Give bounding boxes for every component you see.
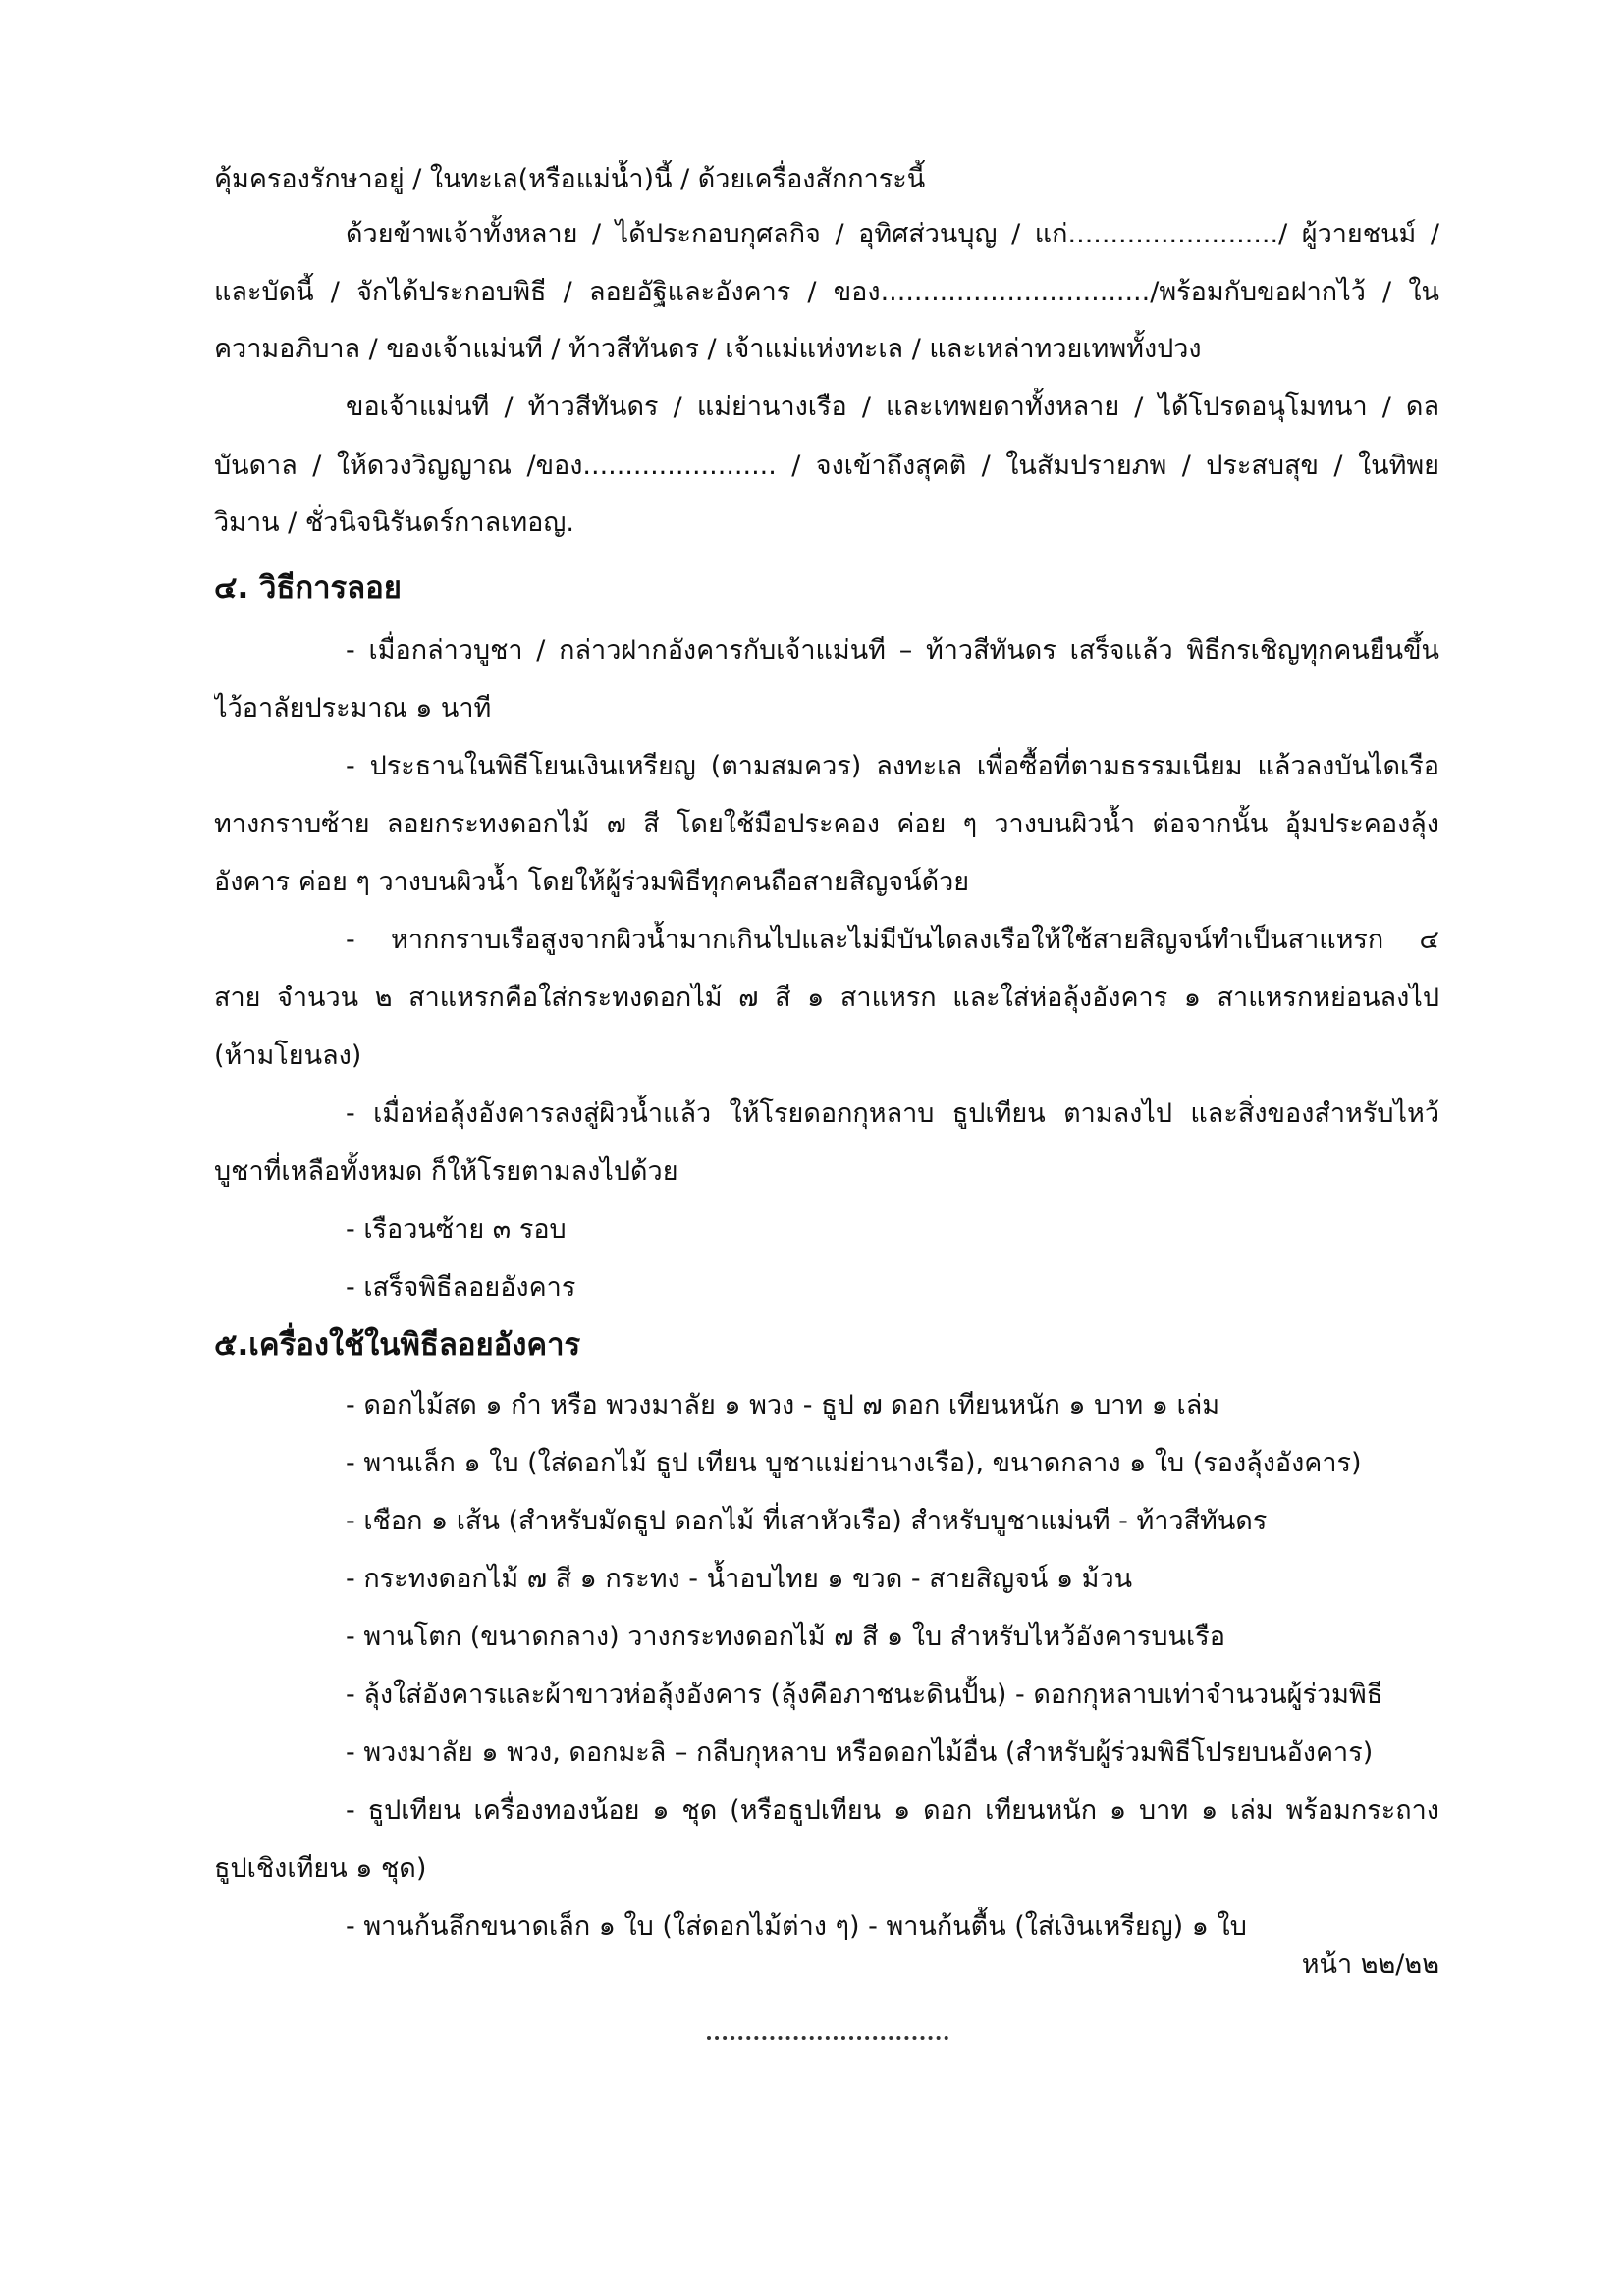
procedure-item-line: - เมื่อห่อลุ้งอังคารลงสู่ผิวน้ำแล้ว ให้โรยดอกกุหลาบ ธูปเทียน ตามลงไป และสิ่งของสำหรับไหว้ <box>346 1098 1439 1129</box>
end-of-document-divider <box>707 2014 948 2040</box>
section-heading-float-method: ๔. วิธีการลอย <box>214 570 402 606</box>
procedure-item-line: ไว้อาลัยประมาณ ๑ นาที <box>214 693 492 723</box>
supply-item-line: ธูปเชิงเทียน ๑ ชุด) <box>214 1853 427 1884</box>
supply-item: - ลุ้งใส่อังคารและผ้าขาวห่อลุ้งอังคาร (ลุ้งคือภาชนะดินปั้น) - ดอกกุหลาบเท่าจำนวนผู้ร่วมพิธี <box>346 1680 1383 1710</box>
procedure-item-line: ทางกราบซ้าย ลอยกระทงดอกไม้ ๗ สี โดยใช้มือประคอง ค่อย ๆ วางบนผิวน้ำ ต่อจากนั้น อุ้มประคองลุ้ง <box>214 809 1439 839</box>
procedure-item: - เสร็จพิธีลอยอังคาร <box>346 1272 576 1303</box>
invocation-paragraph-line: ความอภิบาล / ของเจ้าแม่นที / ท้าวสีทันดร / เจ้าแม่แห่งทะเล / และเหล่าทวยเทพทั้งปวง <box>214 334 1202 364</box>
procedure-item-line: (ห้ามโยนลง) <box>214 1041 362 1071</box>
procedure-item-line: - ประธานในพิธีโยนเงินเหรียญ (ตามสมควร) ลงทะเล เพื่อซื้อที่ตามธรรมเนียม แล้วลงบันไดเรือ <box>346 751 1439 781</box>
supply-item: - พานโตก (ขนาดกลาง) วางกระทงดอกไม้ ๗ สี ๑ ใบ สำหรับไหว้อังคารบนเรือ <box>346 1622 1225 1652</box>
supply-item: - เชือก ๑ เส้น (สำหรับมัดธูป ดอกไม้ ที่เสาหัวเรือ) สำหรับบูชาแม่นที - ท้าวสีทันดร <box>346 1506 1268 1536</box>
page-number: หน้า ๒๒/๒๒ <box>1301 1949 1439 1980</box>
procedure-item-line: - หากกราบเรือสูงจากผิวน้ำมากเกินไปและไม่มีบันไดลงเรือให้ใช้สายสิญจน์ทำเป็นสาแหรก ๔ <box>346 925 1439 955</box>
procedure-item-line: - เมื่อกล่าวบูชา / กล่าวฝากอังคารกับเจ้าแม่นที – ท้าวสีทันดร เสร็จแล้ว พิธีกรเชิญทุกคนยืนขึ้น <box>346 635 1439 666</box>
invocation-paragraph-line: ขอเจ้าแม่นที / ท้าวสีทันดร / แม่ย่านางเรือ / และเทพยดาทั้งหลาย / ได้โปรดอนุโมทนา / ดล <box>346 392 1439 422</box>
supply-item: - พานเล็ก ๑ ใบ (ใส่ดอกไม้ ธูป เทียน บูชาแม่ย่านางเรือ), ขนาดกลาง ๑ ใบ (รองลุ้งอังคาร) <box>346 1448 1362 1478</box>
supply-item: - กระทงดอกไม้ ๗ สี ๑ กระทง - น้ำอบไทย ๑ ขวด - สายสิญจน์ ๑ ม้วน <box>346 1564 1133 1594</box>
invocation-line: คุ้มครองรักษาอยู่ / ในทะเล(หรือแม่น้ำ)นี้ / ด้วยเครื่องสักการะนี้ <box>214 164 926 194</box>
invocation-paragraph-line: วิมาน / ชั่วนิจนิรันดร์กาลเทอญ. <box>214 507 574 538</box>
section-heading-ceremony-items: ๕.เครื่องใช้ในพิธีลอยอังคาร <box>214 1327 581 1362</box>
invocation-paragraph-line: บันดาล / ให้ดวงวิญญาณ /ของ....................... / จงเข้าถึงสุคติ / ในสัมปรายภพ / ประสบสุข / ในทิพย <box>214 451 1439 481</box>
supply-item: - ดอกไม้สด ๑ กำ หรือ พวงมาลัย ๑ พวง - ธูป ๗ ดอก เทียนหนัก ๑ บาท ๑ เล่ม <box>346 1390 1220 1420</box>
procedure-item-line: บูชาที่เหลือทั้งหมด ก็ให้โรยตามลงไปด้วย <box>214 1156 678 1187</box>
invocation-paragraph-line: และบัดนี้ / จักได้ประกอบพิธี / ลอยอัฐิและอังคาร / ของ................................/พร้อมกับขอฝากไว้ / ใน <box>214 277 1439 307</box>
procedure-item: - เรือวนซ้าย ๓ รอบ <box>346 1214 567 1245</box>
invocation-paragraph-line: ด้วยข้าพเจ้าทั้งหลาย / ได้ประกอบกุศลกิจ / อุทิศส่วนบุญ / แก่........................./ ผู้วายชนม์ / <box>346 219 1439 249</box>
supply-item: - พวงมาลัย ๑ พวง, ดอกมะลิ – กลีบกุหลาบ หรือดอกไม้อื่น (สำหรับผู้ร่วมพิธีโปรยบนอังคาร) <box>346 1737 1374 1768</box>
supply-item: - พานก้นลึกขนาดเล็ก ๑ ใบ (ใส่ดอกไม้ต่าง ๆ) - พานก้นตื้น (ใส่เงินเหรียญ) ๑ ใบ <box>346 1911 1247 1942</box>
procedure-item-line: อังคาร ค่อย ๆ วางบนผิวน้ำ โดยให้ผู้ร่วมพิธีทุกคนถือสายสิญจน์ด้วย <box>214 867 970 897</box>
procedure-item-line: สาย จำนวน ๒ สาแหรกคือใส่กระทงดอกไม้ ๗ สี ๑ สาแหรก และใส่ห่อลุ้งอังคาร ๑ สาแหรกหย่อนลงไป <box>214 983 1439 1013</box>
supply-item-line: - ธูปเทียน เครื่องทองน้อย ๑ ชุด (หรือธูปเทียน ๑ ดอก เทียนหนัก ๑ บาท ๑ เล่ม พร้อมกระถาง <box>346 1795 1439 1826</box>
